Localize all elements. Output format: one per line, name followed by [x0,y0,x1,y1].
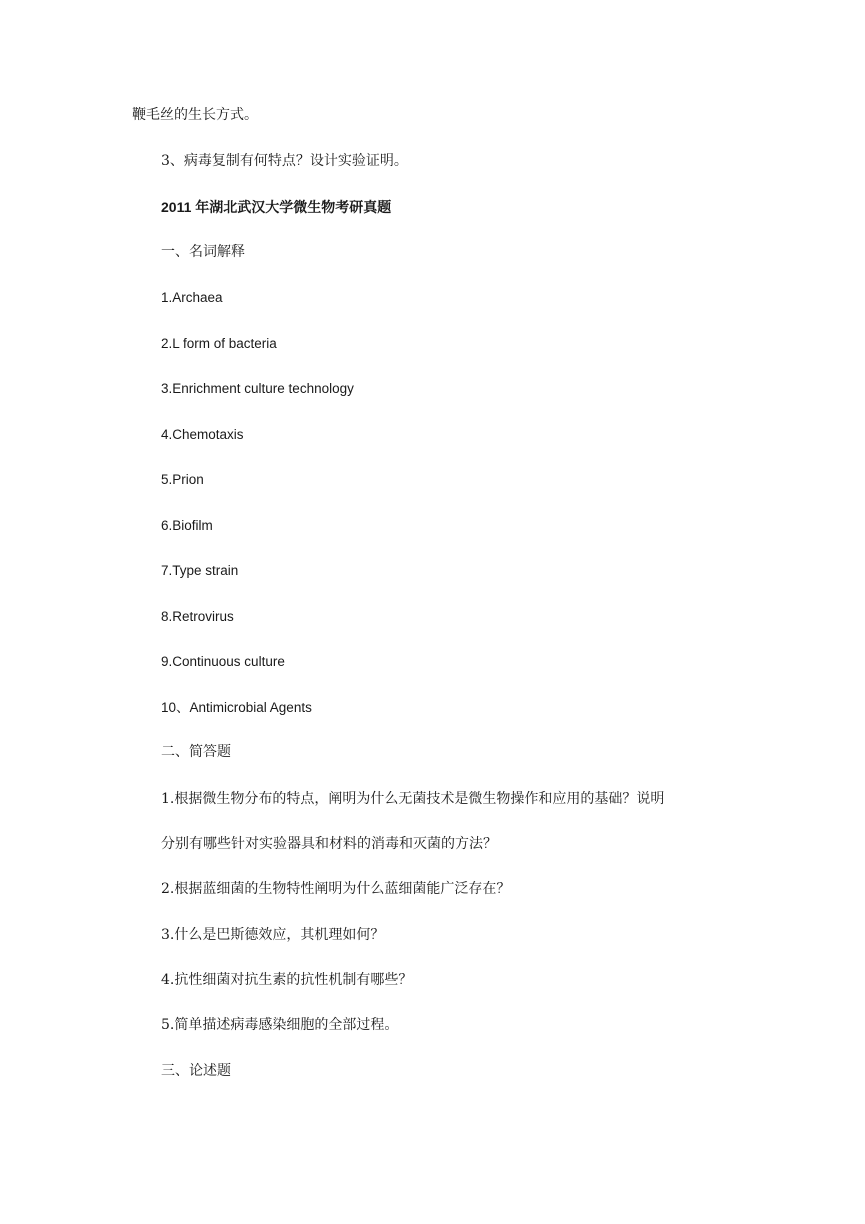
short-answer-2: 2.根据蓝细菌的生物特性阐明为什么蓝细菌能广泛存在？ [161,881,511,897]
section-3-title: 三、论述题 [161,1063,231,1079]
exam-title: 2011 年湖北武汉大学微生物考研真题 [161,199,392,215]
term-2: 2.L form of bacteria [161,336,277,351]
term-7: 7.Type strain [161,563,239,578]
short-answer-1-line-2: 分别有哪些针对实验器具和材料的消毒和灭菌的方法？ [161,836,497,852]
short-answer-4: 4.抗性细菌对抗生素的抗性机制有哪些？ [161,972,413,988]
short-answer-3: 3.什么是巴斯德效应，其机理如何？ [161,927,385,943]
term-10: 10、Antimicrobial Agents [161,700,312,715]
short-answer-5: 5.简单描述病毒感染细胞的全部过程。 [161,1017,399,1033]
term-6: 6.Biofilm [161,518,213,533]
term-1: 1.Archaea [161,290,223,305]
term-3: 3.Enrichment culture technology [161,381,354,396]
term-8: 8.Retrovirus [161,609,234,624]
short-answer-1-line-1: 1.根据微生物分布的特点，阐明为什么无菌技术是微生物操作和应用的基础？说明 [161,791,665,807]
term-9: 9.Continuous culture [161,654,285,669]
previous-question-3: 3、病毒复制有何特点？设计实验证明。 [161,153,408,169]
section-1-title: 一、名词解释 [161,244,245,260]
term-4: 4.Chemotaxis [161,427,244,442]
continuation-text: 鞭毛丝的生长方式。 [132,107,258,123]
section-2-title: 二、简答题 [161,744,231,760]
term-5: 5.Prion [161,472,204,487]
